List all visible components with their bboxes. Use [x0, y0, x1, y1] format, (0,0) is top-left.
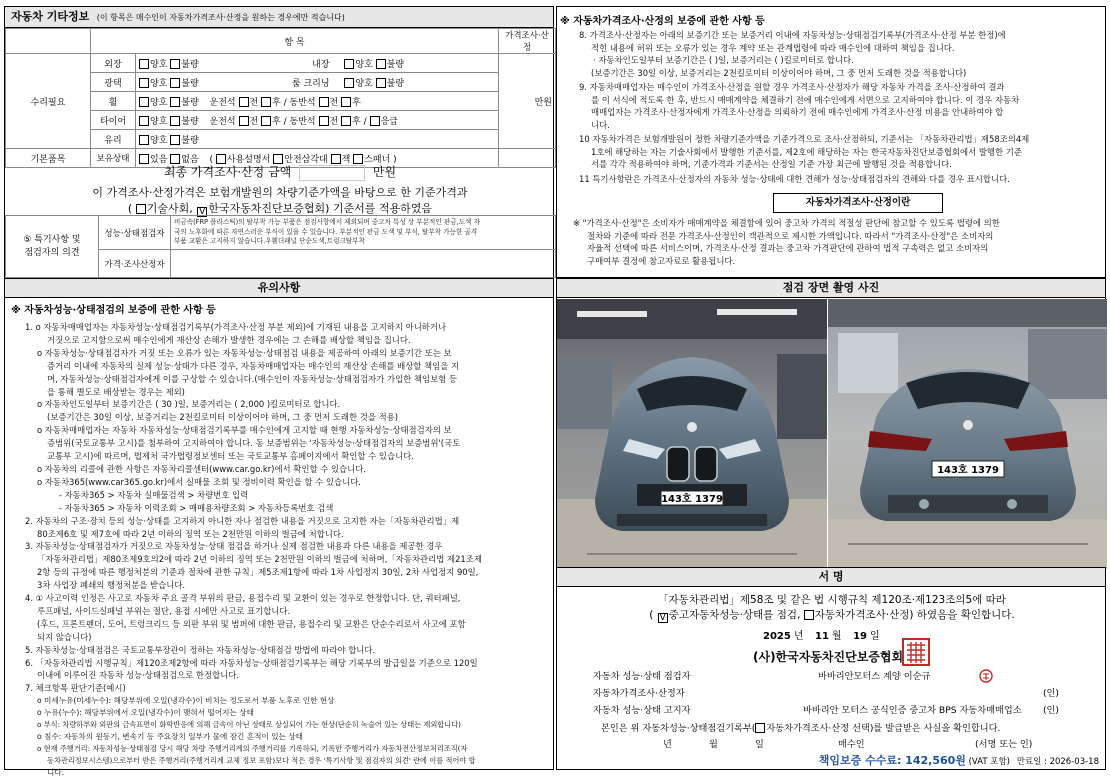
notes-title: ※ 자동차성능·상태점검의 보증에 관한 사항 등	[11, 305, 216, 316]
exterior-good-checkbox[interactable]	[139, 59, 149, 69]
sign-day: 19	[853, 631, 867, 642]
rear-label: 후	[272, 97, 281, 108]
inspector-opinion-2: 국의 노후화에 따른 자연스러운 부식이 있을 수 있습니다. 부분적인 판금 도색 및 부식, 탈부착 가능한 골격	[174, 227, 478, 236]
basic-items-label: 기본품목	[30, 154, 66, 165]
note-1-line-6: 을 통해 별도로 배상받는 경우는 제외)	[47, 386, 185, 397]
sign-month: 11	[815, 631, 829, 642]
inspector-seal	[979, 669, 993, 683]
rear-label: 후	[272, 116, 281, 127]
signature-header: 서 명	[557, 568, 1105, 587]
pricer-label: 가격·조사산정자	[104, 259, 165, 270]
room-cleaning-label: 룸 크리닝	[291, 78, 330, 89]
wheel-d-front-checkbox[interactable]	[239, 97, 249, 107]
spanner-label: 스패너	[364, 154, 391, 165]
driver-label: 운전석	[209, 97, 236, 108]
good-label: 양호	[355, 78, 373, 89]
item-10-line-3: 서를 각각 적용하여야 하며, 기준가격과 기준서는 산정일 기준 가장 최근에 발행된 것을 적용합니다.	[591, 159, 952, 169]
price-col-header: 가격조사·산정	[505, 31, 549, 53]
glass-label: 유리	[104, 135, 122, 146]
guarantee-fee: 책임보증 수수료: 142,560원	[818, 754, 966, 767]
signature-line-1: 「자동차관리법」제58조 및 같은 법 시행규칙 제120조·제123조의5에 따라	[658, 594, 1006, 606]
close-paren: )	[325, 202, 330, 215]
opinion-label-1: ⑤ 특기사항 및	[23, 234, 81, 245]
spare-label: 응급	[380, 116, 398, 127]
sign-month-unit: 월	[831, 631, 842, 642]
other-info-header	[5, 7, 553, 28]
wheel-p-rear-checkbox[interactable]	[341, 97, 351, 107]
glass-good-checkbox[interactable]	[139, 135, 149, 145]
notes-list	[25, 321, 547, 779]
good-label: 양호	[355, 59, 373, 70]
inspection-checkbox[interactable]: V	[659, 613, 666, 623]
inspector-label: 성능·상태점검자	[104, 228, 165, 239]
exterior-bad-checkbox[interactable]	[170, 59, 180, 69]
note-1-line-10: 증범위(국토교통부 고시)를 첨부하여 고지하여야 합니다. 동 보증범위는 '자동차성능·상태점검자의 보증범위'(국토	[47, 438, 461, 449]
tire-bad-checkbox[interactable]	[170, 116, 180, 126]
note-4-line-1: 4. ① 사고이력 인정은 사고로 자동차 주요 골격 부위의 판금, 용접수리 및 교환이 있는 경우로 한정합니다. 단, 쿼터패널,	[25, 593, 461, 604]
note-1-line-2: 거짓으로 고지함으로써 매수인에게 재산상 손해가 발생한 경우에는 그 손해를 배상할 책임을 집니다.	[47, 334, 411, 345]
tire-p-front-checkbox[interactable]	[319, 116, 329, 126]
front-label: 전	[249, 97, 259, 108]
note-1-line-14: - 자동차365 > 자동차 실매물검색 > 차량번호 입력	[59, 489, 249, 500]
opinion-label-2: 점검자의 의견	[24, 247, 80, 258]
front-plate-text: 143호 1379	[661, 494, 723, 505]
vehicle-other-info-panel	[4, 6, 554, 278]
jack-label: 잭	[341, 154, 351, 165]
price-definition-text	[573, 217, 1097, 267]
note-7-line-3: o 부식: 차량하부와 외판의 금속표면이 화학반응에 의해 금속이 아닌 상태로 상실되어 가는 현상(단순히 녹슬어 있는 상태는 제외합니다)	[37, 720, 461, 730]
note-3-line-3: 2항 등의 규정에 따른 행정처분의 기준과 절차에 관한 규칙」제5조제1항에 따라 1차 사업정지 30일, 2차 사업정지 90일,	[37, 567, 479, 578]
manual-label: 사용설명서	[226, 154, 271, 165]
rear-label: 후	[352, 97, 361, 108]
association-seal	[902, 638, 930, 666]
buyer-confirm	[601, 720, 1000, 734]
item-9-line-2: 를 이 서식에 적도록 한 후, 반드시 매매계약을 체결하기 전에 매수인에게 서면으로 고지하여야 합니다. 이 경우 자동차	[591, 94, 1020, 105]
bad-label: 불량	[181, 135, 199, 146]
note-4-line-4: 되지 않습니다)	[37, 631, 92, 642]
wheel-bad-checkbox[interactable]	[170, 97, 180, 107]
passenger-label: 동반석	[289, 116, 316, 127]
tire-good-checkbox[interactable]	[139, 116, 149, 126]
buyer-label: 매수인	[838, 739, 865, 750]
buyer-day-unit: 일	[755, 739, 764, 750]
front-label: 전	[329, 116, 339, 127]
buyer-sign-mark: (서명 또는 인)	[975, 739, 1033, 750]
basis-line-1: 이 가격조사·산정가격은 보험개발원의 차량기준가액을 바탕으로 한 기준가격과	[92, 186, 468, 199]
other-info-subtitle: (이 항목은 매수인이 자동차가격조사·산정을 원하는 경우에만 적습니다)	[96, 13, 345, 22]
note-1-line-13: o 자동차365(www.car365.go.kr)에서 실매물 조회 및 정비이력 확인을 할 수 있습니다.	[37, 476, 361, 487]
repair-table: 항 목 가격조사·산정 수리필요 외장 양호 불량 내장 양호 불량 만원 광택 양호 불량 룸 크리닝 양호 불량 휠 양호 불량 운전석 전 후 / 동반석 전 후 타이어 양호 불량 운전석 전 후 / 동반석 전 후 / 응급 유리 양호 불량 기본품목 보유상태 있음 없음 ( 사용설명서 안전삼각대 잭 스패너 )	[5, 28, 556, 168]
sign-year: 2025	[763, 631, 791, 642]
glass-bad-checkbox[interactable]	[170, 135, 180, 145]
price-check-checkbox[interactable]	[804, 610, 814, 620]
exterior-label: 외장	[104, 59, 122, 70]
interior-label: 내장	[312, 59, 330, 70]
room-bad-checkbox[interactable]	[376, 78, 386, 88]
definition-line-4: 구매여부 결정에 참고자료로 활용됩니다.	[587, 255, 736, 266]
item-9-line-1: 9. 자동차매매업자는 매수인이 가격조사·산정을 원할 경우 가격조사·산정자가 해당 자동차 가격을 조사·산정하여 결과	[579, 82, 1005, 92]
note-7-line-4: o 침수: 자동차의 원동기, 변속기 등 주요장치 일부가 물에 잠긴 흔적이 있는 상태	[37, 732, 303, 742]
item-8-line-1: 8. 가격조사·산정자는 아래의 보증기간 또는 보증거리 이내에 자동차성능·상태점검기록부(가격조사·산정 부분 한정)에	[579, 30, 1006, 40]
note-3-line-4: 3차 사업장 폐쇄의 행정처분을 받습니다.	[37, 580, 186, 591]
pricer-seal-mark: (인)	[1042, 688, 1059, 699]
inspector-name: 바바리안모터스 계양 이순규	[818, 671, 931, 682]
room-good-checkbox[interactable]	[344, 78, 354, 88]
open-paren: (	[127, 202, 133, 215]
front-photo	[557, 299, 827, 569]
price-check-label: 자동차가격조사·산정) 하였음을 확인합니다.	[814, 609, 1015, 621]
rear-car-photo	[828, 299, 1107, 569]
tire-d-front-checkbox[interactable]	[239, 116, 249, 126]
rear-photo	[828, 299, 1107, 569]
bad-label: 불량	[181, 78, 199, 89]
item-10-line-2: 1호에 해당하는 자는 기술사회에서 발행한 기준서를, 제2호에 해당하는 자는 한국자동차진단보증협회에서 발행한 기준	[591, 146, 1022, 157]
bad-label: 불량	[386, 78, 405, 89]
note-4-line-3: (후드, 프론트펜더, 도어, 트렁크리드 등 외판 부위 및 범퍼에 대한 판금, 용접수리 및 교환은 단순수리로서 사고에 포함	[37, 618, 466, 629]
repair-needed-label: 수리필요	[30, 97, 66, 108]
final-price-label: 최종 가격조사·산정 금액	[163, 165, 292, 179]
opinion-table	[5, 215, 556, 278]
sign-year-unit: 년	[793, 631, 804, 642]
final-price-unit: 만원	[372, 165, 397, 179]
signature-rows	[593, 668, 1059, 719]
definition-line-3: 자율적 선택에 따른 서비스이며, 가격조사·산정 결과는 중고차 가격판단에 관하여 법적 구속력은 없고 소비자의	[587, 243, 989, 253]
good-label: 양호	[150, 116, 168, 127]
good-label: 양호	[150, 78, 168, 89]
item-header: 항 목	[284, 37, 305, 48]
price-unit: 만원	[534, 97, 552, 108]
item-8-line-4: (보증기간은 30일 이상, 보증거리는 2천킬로미터 이상이어야 하며, 그 중 먼저 도래한 것을 적용합니다)	[591, 67, 967, 78]
price-guarantee-title: ※ 자동차가격조사·산정의 보증에 관한 사항 등	[560, 16, 765, 27]
note-7-line-7: 니다.	[47, 768, 65, 778]
signature-date	[763, 627, 880, 642]
note-2-line-1: 2. 자동차의 구조·장치 등의 성능·상태를 고지하지 아니한 자나 점검한 내용을 거짓으로 고지한 자는「자동차관리법」제	[25, 515, 460, 526]
note-1-line-5: 며, 자동차성능·상태점검자에게 이를 구상할 수 있습니다.(매수인이 자동차성능·상태점검자가 가입한 책임보험 등	[47, 373, 458, 384]
item-8-line-3: · 자동차인도일부터 보증기간은 ( )일, 보증거리는 ( )킬로미터로 합니다.	[593, 55, 854, 65]
note-7-line-2: o 누유(누수): 해당부위에서 오일(냉각수)이 맺혀서 떨어지는 상태	[37, 708, 254, 718]
note-5: 5. 자동차성능·상태점검은 국토교통부장관이 정하는 자동차성능·상태점검 방법에 따라야 합니다.	[25, 644, 376, 655]
buyer-price-checkbox[interactable]	[755, 723, 765, 733]
interior-bad-checkbox[interactable]	[376, 59, 386, 69]
bad-label: 불량	[181, 116, 199, 127]
front-car-photo	[557, 299, 827, 569]
definition-line-2: 절차와 기준에 따라 전문 가격조사·산정인이 객관적으로 제시한 가액입니다. 따라서 "가격조사·산정"은 소비자의	[587, 230, 994, 241]
tire-d-rear-checkbox[interactable]	[261, 116, 271, 126]
buyer-confirm-text-2: 자동차가격조사·산정 선택)를 발급받은 사실을 확인합니다.	[766, 723, 1001, 734]
pricer-role-label: 자동차가격조사·산정자	[593, 688, 685, 699]
note-1-line-11: 교통부 고시)에 따르며, 법제처 국가법령정보센터 또는 국토교통부 홈페이지에서 확인할 수 있습니다.	[47, 451, 414, 462]
definition-line-1: ※ "가격조사·산정"은 소비자가 매매계약을 체결함에 있어 중고차 가격의 적절성 판단에 참고할 수 있도록 법령에 의한	[573, 218, 1000, 228]
interior-good-checkbox[interactable]	[344, 59, 354, 69]
note-3-line-1: 3. 자동차성능·상태점검자가 거짓으로 자동차성능·상태 점검을 하거나 실제 점검한 내용과 다른 내용을 제공한 경우	[25, 541, 443, 552]
inspector-role-label: 자동차 성능·상태 점검자	[593, 671, 691, 682]
note-1-line-1: 1. o 자동차매매업자는 자동차성능·상태점검기록부(가격조사·산정 부분 제외)에 기재된 내용을 고지하지 아니하거나	[25, 322, 447, 332]
notifier-seal-mark: (인)	[1042, 705, 1059, 716]
tire-spare-checkbox[interactable]	[370, 116, 380, 126]
item-9-line-4: 니다.	[591, 119, 610, 130]
note-7-line-6: 동차관리정보시스템)으로부터 받은 주행거리(주행거리계 교체 정보 포함)보다 적은 경우 '특기사항 및 점검자의 의견' 란에 이를 적어야 합	[47, 756, 476, 766]
buyer-confirm-text-1: 본인은 위 자동차성능·상태점검기록부(	[601, 723, 756, 734]
note-6-line-1: 6. 「자동차관리법 시행규칙」제120조제2항에 따라 자동차성능·상태점검기록부는 해당 기록부의 발급일을 기준으로 120일	[25, 657, 478, 668]
kadia-label: 한국자동차진단보증협회	[208, 202, 326, 215]
item-11: 11 특기사항란은 가격조사·산정자의 자동차 성능·상태에 대한 견해가 성능·상태점검자의 견해와 다를 경우 표시합니다.	[579, 173, 1010, 184]
open-paren-2: (	[649, 609, 654, 621]
tire-p-rear-checkbox[interactable]	[341, 116, 351, 126]
signature-intro	[557, 593, 1107, 623]
note-6-line-2: 이내에 이루어진 자동차 성능·상태점검으로 한정합니다.	[37, 670, 240, 681]
photos-header: 점검 장면 촬영 사진	[557, 279, 1105, 298]
front-label: 전	[249, 116, 259, 127]
bad-label: 불량	[181, 59, 199, 70]
note-1-line-3: o 자동차성능·상태점검자가 거짓 또는 오류가 있는 자동차성능·상태점검 내용을 제공하여 아래의 보증기간 또는 보	[37, 347, 452, 358]
note-2-line-2: 80조제6호 및 제7호에 따라 2년 이하의 징역 또는 2천만원 이하의 벌금에 처합니다.	[37, 528, 344, 539]
note-7-line-1: o 미세누유(미세누수): 해당부위에 오일(냉각수)이 비치는 정도로서 부품 노후로 인한 현상	[37, 696, 335, 706]
photos-panel	[556, 278, 1106, 568]
item-10-line-1: 10 자동차가격은 보험개발원이 정한 차량기준가액을 기준가격으로 조사·산정하되, 기준서는 「자동차관리법」제58조의4제	[579, 134, 1030, 144]
signature-panel	[556, 567, 1106, 770]
final-price-input[interactable]	[299, 165, 365, 181]
kadia-checkbox[interactable]: V	[199, 207, 206, 217]
other-info-title: 자동차 기타정보	[11, 10, 90, 23]
basis-line-2-end: 기준서를 적용하였음	[332, 202, 433, 215]
note-1-line-4: 증거리 이내에 자동차의 실제 성능·상태가 다른 경우, 자동차매매업자는 매수인의 재산상 손해를 배상할 책임을 지	[47, 360, 460, 371]
good-label: 양호	[150, 59, 168, 70]
basis-text	[5, 185, 555, 217]
good-label: 양호	[150, 97, 168, 108]
none-label: 없음	[181, 154, 199, 165]
passenger-label: 동반석	[289, 97, 316, 108]
inspector-opinion-3: 부품 교환은 고지하지 않습니다.우휀더패널 단순도색,트렁크탈부착	[174, 237, 365, 246]
wheel-p-front-checkbox[interactable]	[319, 97, 329, 107]
tire-label: 타이어	[99, 116, 127, 127]
good-label: 양호	[150, 135, 168, 146]
buyer-year-unit: 년	[663, 739, 672, 750]
sign-day-unit: 일	[870, 631, 880, 642]
note-3-line-2: 「자동차관리법」제80조제9호의2에 따라 2년 이하의 징역 또는 2천만원 이하의 벌금에 처하며,「자동차관리법 제21조제	[37, 554, 482, 565]
price-guarantee-panel	[556, 6, 1106, 278]
rear-label: 후	[352, 116, 361, 127]
notifier-name: 바바리안 모터스 공식인증 중고차 BPS 자동차매매업소	[803, 705, 1022, 716]
wheel-good-checkbox[interactable]	[139, 97, 149, 107]
have-label: 있음	[150, 154, 168, 165]
note-1-line-15: - 자동차365 > 자동차 이력조회 > 매매용차량조회 > 자동차등록번호 검색	[59, 502, 334, 513]
front-label: 전	[329, 97, 339, 108]
price-definition-box: 자동차가격조사·산정이란	[773, 193, 943, 213]
triangle-label: 안전삼각대	[284, 154, 328, 165]
bad-label: 불량	[386, 59, 405, 70]
notes-header: 유의사항	[5, 279, 553, 298]
fee-row	[819, 752, 1099, 768]
note-1-line-9: o 자동차매매업자는 자동차 자동차성능·상태점검기록부를 매수인에게 고지할 때 현행 자동차성능·상태점검자의 보	[37, 425, 452, 436]
wheel-label: 휠	[108, 97, 118, 108]
association-name: (사)한국자동차진단보증협회	[753, 650, 904, 664]
note-1-line-8: (보증기간은 30일 이상, 보증거리는 2천킬로미터 이상이어야 하며, 그 중 먼저 도래한 것을 적용)	[47, 412, 399, 423]
item-9-line-3: 매매업자는 가격조사·산정자에게 가격조사·산정을 의뢰하기 전에 매수인에게 가격조사·산정 비용을 안내하여야 합	[591, 107, 1004, 117]
buyer-month-unit: 월	[709, 739, 718, 750]
driver-label: 운전석	[209, 116, 236, 127]
bad-label: 불량	[181, 97, 199, 108]
item-8-line-2: 적힌 내용에 허위 또는 오류가 있는 경우 계약 또는 관계법령에 따라 매수인에 대하여 책임을 집니다.	[591, 42, 955, 53]
note-7-line-5: o 현재 주행거리: 자동차성능·상태점검 당시 해당 차량 주행거리계의 주행거리를 기록하되, 기록한 주행거리가 자동차전산정보처리조직(자	[37, 744, 468, 754]
rear-plate-text: 143호 1379	[937, 465, 999, 476]
tech-society-label: 기술사회,	[146, 202, 193, 215]
gloss-good-checkbox[interactable]	[139, 78, 149, 88]
price-guarantee-items	[579, 29, 1097, 185]
inspector-opinion-1: 비금속(FRP 플라스틱)의 탈부착 가능 부품은 점검사항에서 제외되며 중고차 특성 상 부분적인 판금,도색 자	[174, 218, 480, 227]
notifier-role-label: 자동차 성능·상태 고지자	[593, 705, 691, 716]
final-price-row	[5, 161, 555, 183]
note-1-line-12: o 자동차의 리콜에 관한 사항은 자동차리콜센터(www.car.go.kr)에서 확인할 수 있습니다.	[37, 463, 366, 474]
gloss-bad-checkbox[interactable]	[170, 78, 180, 88]
possession-label: 보유상태	[96, 154, 130, 164]
notes-panel	[4, 278, 554, 778]
gloss-label: 광택	[104, 78, 122, 89]
guarantee-fee-vat: (VAT 포함)	[968, 757, 1010, 767]
note-4-line-2: 루프패널, 사이드실패널 부위는 절단, 용접 시에만 사고로 표기합니다.	[37, 605, 291, 616]
wheel-d-rear-checkbox[interactable]	[261, 97, 271, 107]
note-1-line-7: o 자동차인도일부터 보증기간은 ( 30 )일, 보증거리는 ( 2,000 )킬로미터로 합니다.	[37, 399, 341, 410]
expiry-date: 만료일 : 2026-03-18	[1016, 757, 1099, 767]
note-7-title: 7. 체크항목 판단기준(예시)	[25, 683, 126, 694]
inspection-label: 중고자동차성능·상태를 점검,	[668, 609, 801, 621]
tech-society-checkbox[interactable]	[136, 204, 146, 214]
